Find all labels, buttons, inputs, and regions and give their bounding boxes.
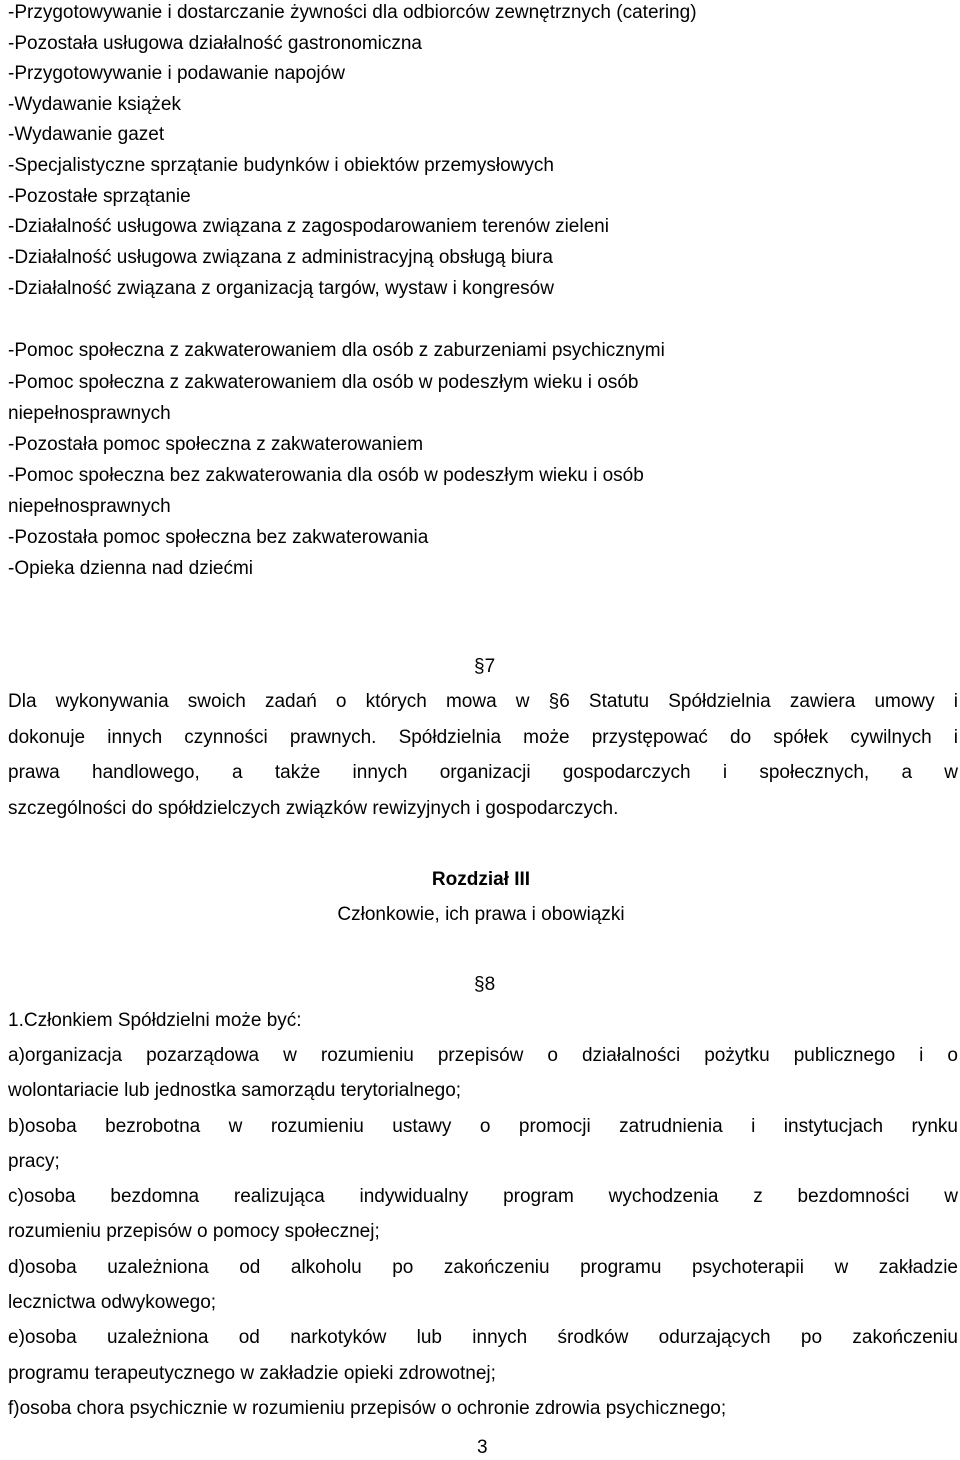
- list-item-continuation: niepełnosprawnych: [8, 496, 171, 517]
- paragraph-line: Dla wykonywania swoich zadań o których mowa w §6 Statutu Spółdzielnia zawiera umowy i: [8, 691, 958, 712]
- list-item: -Przygotowywanie i podawanie napojów: [8, 63, 345, 84]
- member-item-line: wolontariacie lub jednostka samorządu terytorialnego;: [8, 1080, 462, 1101]
- list-item: -Opieka dzienna nad dziećmi: [8, 558, 254, 579]
- page-number: 3: [477, 1437, 488, 1458]
- list-item: -Przygotowywanie i dostarczanie żywności dla odbiorców zewnętrznych (catering): [8, 2, 697, 23]
- chapter-subtitle: Członkowie, ich prawa i obowiązki: [337, 904, 625, 925]
- member-item-line: lecznictwa odwykowego;: [8, 1292, 217, 1313]
- member-item-line: a)organizacja pozarządowa w rozumieniu przepisów o działalności pożytku publicznego i o: [8, 1045, 958, 1066]
- paragraph-line: dokonuje innych czynności prawnych. Spółdzielnia może przystępować do spółek cywilnych i: [8, 727, 958, 748]
- section-mark: §7: [474, 656, 496, 677]
- list-item: -Specjalistyczne sprzątanie budynków i obiektów przemysłowych: [8, 155, 554, 176]
- chapter-title: Rozdział III: [431, 869, 531, 890]
- list-item: -Pomoc społeczna z zakwaterowaniem dla osób w podeszłym wieku i osób: [8, 372, 639, 393]
- member-item-line: b)osoba bezrobotna w rozumieniu ustawy o promocji zatrudnienia i instytucjach rynku: [8, 1116, 958, 1137]
- member-item-line: pracy;: [8, 1151, 60, 1172]
- member-item-line: c)osoba bezdomna realizująca indywidualny program wychodzenia z bezdomności w: [8, 1186, 958, 1207]
- member-item-line: e)osoba uzależniona od narkotyków lub innych środków odurzających po zakończeniu: [8, 1327, 958, 1348]
- paragraph-line: szczególności do spółdzielczych związków rewizyjnych i gospodarczych.: [8, 798, 619, 819]
- list-item-continuation: niepełnosprawnych: [8, 403, 171, 424]
- list-item: -Wydawanie gazet: [8, 124, 165, 145]
- paragraph-line: prawa handlowego, a także innych organizacji gospodarczych i społecznych, a w: [8, 762, 958, 783]
- list-item: -Pozostała pomoc społeczna bez zakwaterowania: [8, 527, 429, 548]
- list-item: -Pomoc społeczna bez zakwaterowania dla osób w podeszłym wieku i osób: [8, 465, 644, 486]
- section-intro: 1.Członkiem Spółdzielni może być:: [8, 1010, 302, 1031]
- list-item: -Pozostała pomoc społeczna z zakwaterowaniem: [8, 434, 424, 455]
- member-item-line: f)osoba chora psychicznie w rozumieniu przepisów o ochronie zdrowia psychicznego;: [8, 1398, 727, 1419]
- list-item: -Pomoc społeczna z zakwaterowaniem dla osób z zaburzeniami psychicznymi: [8, 340, 665, 361]
- section-mark: §8: [474, 974, 496, 995]
- list-item: -Działalność usługowa związana z zagospodarowaniem terenów zieleni: [8, 216, 609, 237]
- list-item: -Pozostała usługowa działalność gastronomiczna: [8, 33, 423, 54]
- list-item: -Działalność związana z organizacją targów, wystaw i kongresów: [8, 278, 554, 299]
- member-item-line: programu terapeutycznego w zakładzie opieki zdrowotnej;: [8, 1363, 496, 1384]
- list-item: -Działalność usługowa związana z administracyjną obsługą biura: [8, 247, 553, 268]
- list-item: -Wydawanie książek: [8, 94, 182, 115]
- member-item-line: d)osoba uzależniona od alkoholu po zakończeniu programu psychoterapii w zakładzie: [8, 1257, 958, 1278]
- list-item: -Pozostałe sprzątanie: [8, 186, 191, 207]
- member-item-line: rozumieniu przepisów o pomocy społecznej;: [8, 1221, 380, 1242]
